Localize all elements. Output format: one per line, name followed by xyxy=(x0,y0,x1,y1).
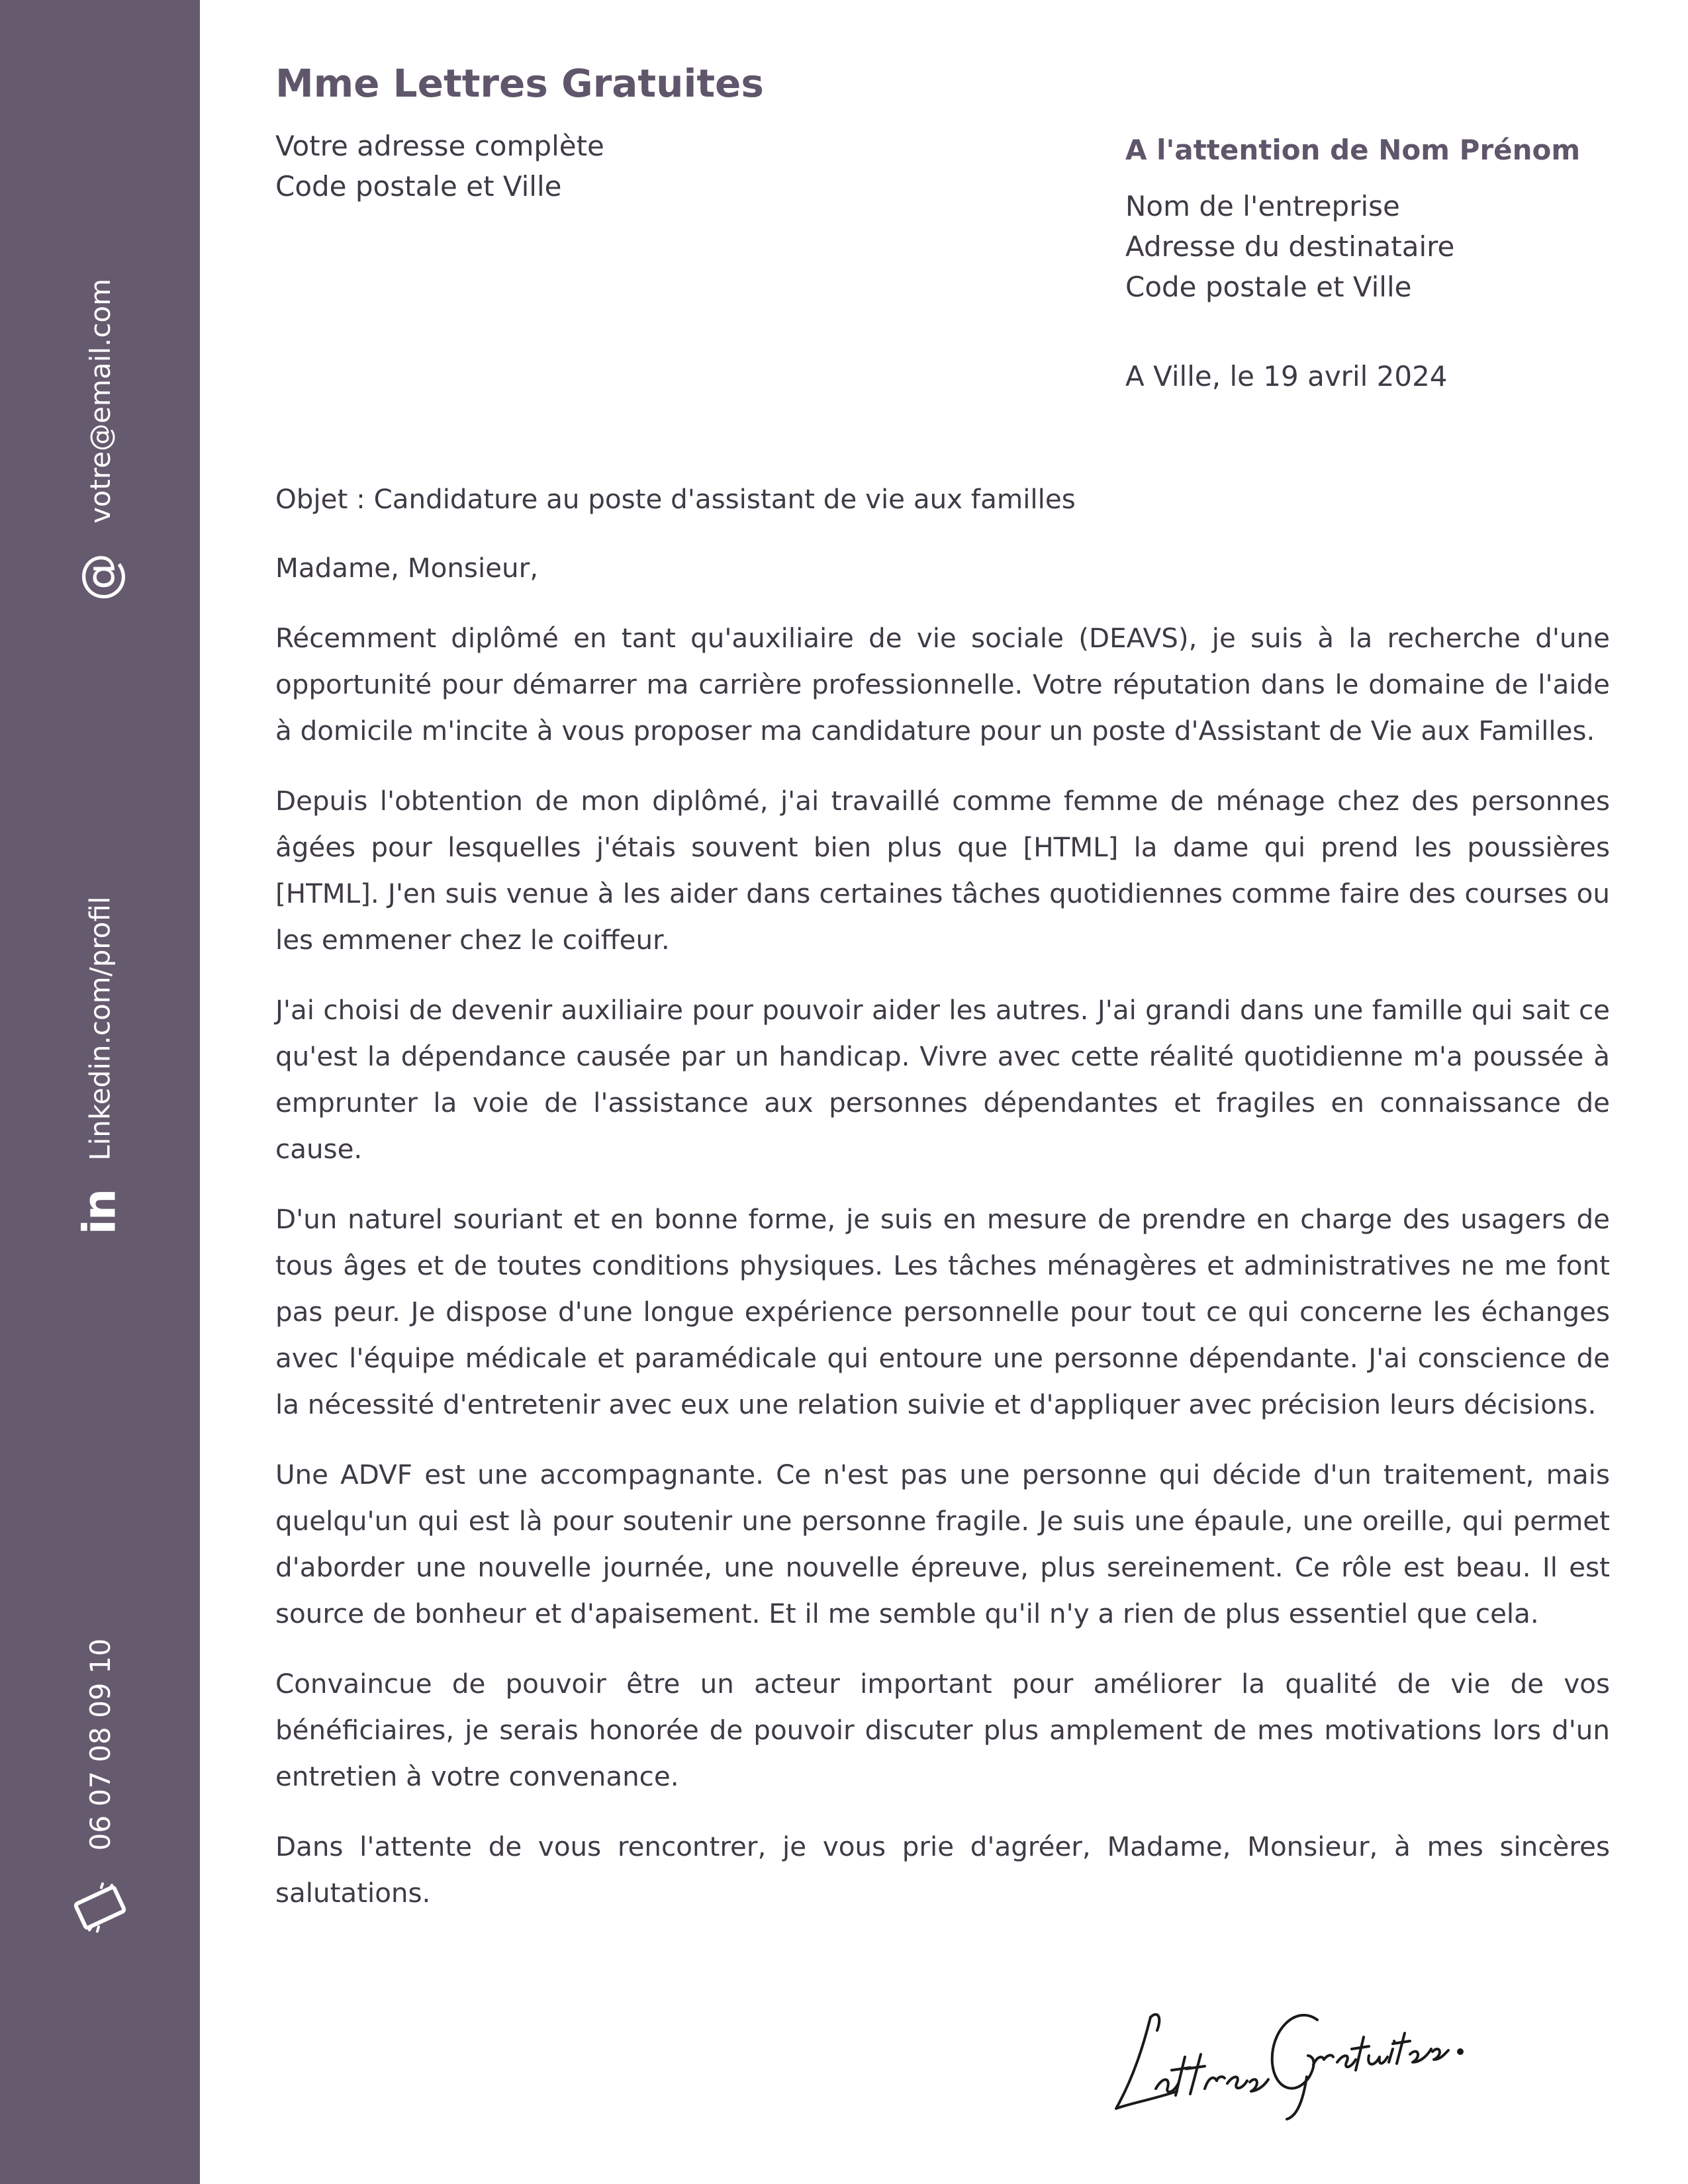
letter-paragraph: Récemment diplômé en tant qu'auxiliaire de vie sociale (DEAVS), je suis à la recherche d'une opportunité pour démarrer ma carrière professionnelle. Votre réputation dans le domaine de l'aide à domicile m'incite à vous proposer ma candidature pour un poste d'Assistant de Vie aux Familles. xyxy=(275,621,1610,747)
sender-name: Mme Lettres Gratuites xyxy=(275,61,764,106)
date-text: A Ville, le 19 avril 2024 xyxy=(1125,360,1448,392)
letter-paragraph: Une ADVF est une accompagnante. Ce n'est pas une personne qui décide d'un traitement, mais quelqu'un qui est là pour soutenir une personne fragile. Je suis une épaule, une oreille, qui permet d'aborder une nouvelle journée, une nouvelle épreuve, plus sereinement. Ce rôle est beau. Il est source de bonheur et d'apaisement. Et il me semble qu'il n'y a rien de plus essentiel que cela. xyxy=(275,1458,1610,1630)
sidebar xyxy=(0,0,200,2184)
letter-salutation: Madame, Monsieur, xyxy=(275,552,539,584)
recipient-address: Adresse du destinataire xyxy=(1125,230,1455,263)
letter-paragraph: Depuis l'obtention de mon diplômé, j'ai travaillé comme femme de ménage chez des personnes âgées pour lesquelles j'étais souvent bien plus que [HTML] la dame qui prend les poussières [HTML]. J'en suis venue à les aider dans certaines tâches quotidiennes comme faire des courses ou les emmener chez le coiffeur. xyxy=(275,784,1610,956)
sender-address-line2: Code postale et Ville xyxy=(275,170,562,203)
recipient-block xyxy=(1125,130,1580,307)
sender-address-line1: Votre adresse complète xyxy=(275,130,604,162)
recipient-company: Nom de l'entreprise xyxy=(1125,190,1400,222)
phone-text: 06 07 08 09 10 xyxy=(83,1638,117,1851)
email-contact[interactable] xyxy=(71,279,128,602)
letter-paragraph: Dans l'attente de vous rencontrer, je vous prie d'agréer, Madame, Monsieur, à mes sincères salutations. xyxy=(275,1830,1610,1909)
letter-paragraph: J'ai choisi de devenir auxiliaire pour pouvoir aider les autres. J'ai grandi dans une famille qui sait ce qu'est la dépendance causée par un handicap. Vivre avec cette réalité quotidienne m'a poussée à emprunter la voie de l'assistance aux personnes dépendantes et fragiles en connaissance de cause. xyxy=(275,993,1610,1165)
phone-icon xyxy=(72,1880,128,1935)
linkedin-text: Linkedin.com/profil xyxy=(83,896,117,1161)
letter-paragraph: Convaincue de pouvoir être un acteur important pour améliorer la qualité de vie de vos bénéficiaires, je serais honorée de pouvoir discuter plus amplement de mes motivations lors d'un entretien à votre convenance. xyxy=(275,1667,1610,1793)
recipient-city: Code postale et Ville xyxy=(1125,271,1412,303)
linkedin-icon: in xyxy=(73,1189,126,1235)
email-text: votre@email.com xyxy=(83,278,117,524)
at-icon: @ xyxy=(71,553,128,602)
sender-address xyxy=(275,126,604,206)
letter-paragraph: D'un naturel souriant et en bonne forme, je suis en mesure de prendre en charge des usagers de tous âges et de toutes conditions physiques. Les tâches ménagères et administratives ne me font pas peur. Je dispose d'une longue expérience personnelle pour tout ce qui concerne les échanges avec l'équipe médicale et paramédicale qui entoure une personne dépendante. J'ai conscience de la nécessité d'entretenir avec eux une relation suivie et d'appliquer avec précision leurs décisions. xyxy=(275,1203,1610,1421)
letter-body xyxy=(275,477,1610,1939)
phone-contact[interactable] xyxy=(72,1639,128,1936)
handwritten-signature xyxy=(1104,1978,1488,2123)
letter-subject: Objet : Candidature au poste d'assistant de vie aux familles xyxy=(275,483,1076,515)
recipient-attention: A l'attention de Nom Prénom xyxy=(1125,134,1581,166)
letter-date xyxy=(1125,356,1448,396)
linkedin-contact[interactable] xyxy=(74,896,126,1234)
